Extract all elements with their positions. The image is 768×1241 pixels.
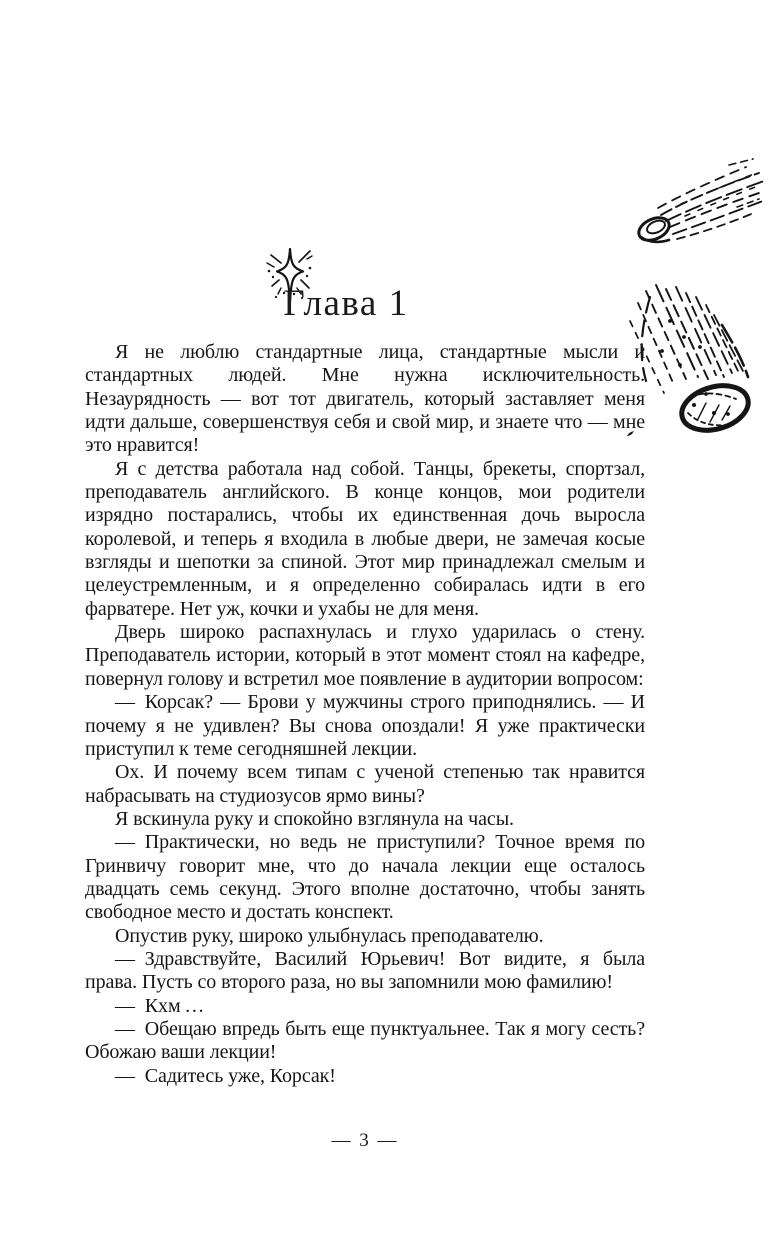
paragraph: Я с детства работала над собой. Танцы, брекеты, спортзал, преподаватель английского. В конце концов, мои родители изрядно постарались, чтобы их единственная дочь выросла королевой, и теперь я входила в любые двери, не замечая косые взгляды и шепотки за спиной. Этот мир принадлежал смелым и целеустремленным, и я определенно собиралась идти в его фарватере. Нет уж, кочки и ухабы не для меня. [85,457,645,620]
chapter-title: Глава 1 [283,283,409,324]
body-text [85,341,645,1088]
paragraph: — Обещаю впредь быть еще пунктуальнее. Так я могу сесть? Обожаю ваши лекции! [85,1017,645,1064]
paragraph: Ох. И почему всем типам с ученой степенью так нравится набрасывать на студиозусов ярмо вины? [85,761,645,807]
paragraph: — Корсак? — Брови у мужчины строго приподнялись. — И почему я не удивлен? Вы снова опоздали! Я уже практически приступил к теме сегодняшней лекции. [85,691,645,760]
paragraph: Я вскинула руку и спокойно взглянула на часы. [115,807,514,830]
page-number: — 3 — [331,1130,399,1151]
comet-top-right-illustration [633,155,768,255]
paragraph: — Садитесь уже, Корсак! [115,1064,336,1087]
paragraph: — Практически, но ведь не приступили? Точное время по Гринвичу говорит мне, что до начала лекции еще осталось двадцать семь секунд. Этого вполне достаточно, чтобы занять свободное место и достать конспект. [85,831,645,924]
paragraph: — Кхм … [115,994,205,1017]
paragraph: — Здравствуйте, Василий Юрьевич! Вот видите, я была права. Пусть со второго раза, но вы запомнили мою фамилию! [85,947,645,994]
paragraph: Опустив руку, широко улыбнулась преподавателю. [115,924,544,947]
paragraph: Я не люблю стандартные лица, стандартные мысли и стандартных людей. Мне нужна исключительность. Незаурядность — вот тот двигатель, который заставляет меня идти дальше, совершенствуя себя и свой мир, и знаете что — мне это нравится! [85,341,645,457]
paragraph: Дверь широко распахнулась и глухо ударилась о стену. Преподаватель истории, который в этот момент стоял на кафедре, повернул голову и встретил мое появление в аудитории вопросом: [85,621,645,690]
